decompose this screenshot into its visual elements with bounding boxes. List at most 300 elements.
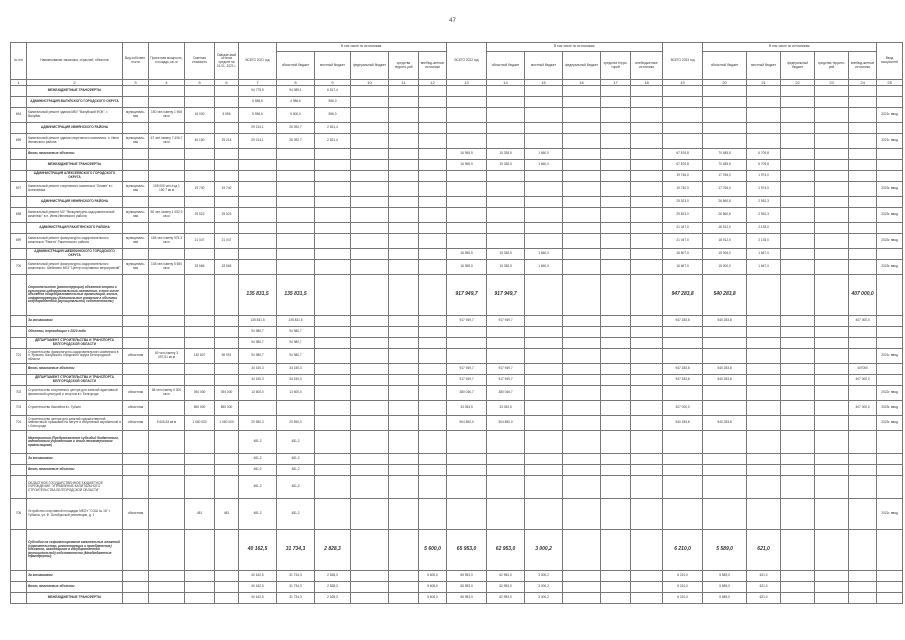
cell-c18 bbox=[631, 160, 663, 171]
cell-cap bbox=[149, 571, 185, 582]
cell-c12 bbox=[419, 275, 447, 316]
cell-c15: 1 660,0 bbox=[525, 149, 563, 160]
cell-c21: 2 952,3 bbox=[747, 197, 781, 208]
cell-cap bbox=[149, 223, 185, 234]
cell-c9 bbox=[315, 149, 351, 160]
group-row bbox=[11, 197, 903, 208]
cell-c16 bbox=[563, 197, 601, 208]
cell-c16 bbox=[563, 249, 601, 260]
cell-owner: муниципаль-ная bbox=[123, 108, 149, 123]
cell-cap: 60 чел./смену 3 097,51 кв.м bbox=[149, 349, 185, 364]
cell-c25: 2023г. ввод bbox=[877, 401, 903, 416]
cell-c12 bbox=[419, 375, 447, 386]
cell-c25 bbox=[877, 593, 903, 604]
cell-owner bbox=[123, 431, 149, 454]
cell-c8: 135 831,5 bbox=[277, 316, 315, 327]
cell-c24 bbox=[849, 134, 877, 149]
cell-c12: 5 600,0 bbox=[419, 530, 447, 571]
cell-c21 bbox=[747, 386, 781, 401]
cell-owner bbox=[123, 327, 149, 338]
cell-c24 bbox=[849, 416, 877, 431]
cell-c19 bbox=[663, 386, 703, 401]
cell-c8: 31 734,3 bbox=[277, 593, 315, 604]
header-group-2023: В том числе по источникам: bbox=[703, 43, 877, 52]
cell-c15 bbox=[525, 171, 563, 182]
cell-c20: 18 912,0 bbox=[703, 223, 747, 234]
cell-c24 bbox=[849, 582, 877, 593]
cell-c10 bbox=[351, 582, 389, 593]
cell-c14: 15 338,5 bbox=[487, 260, 525, 275]
cell-name: АДМИНИСТРАЦИЯ АЛЕКСЕЕВСКОГО ГОРОДСКОГО ОКРУГА bbox=[27, 171, 123, 182]
cell-c25 bbox=[877, 149, 903, 160]
cell-name: МЕЖБЮДЖЕТНЫЕ ТРАНСФЕРТЫ bbox=[27, 160, 123, 171]
cell-cap bbox=[149, 249, 185, 260]
cell-c20: 26 560,8 bbox=[703, 208, 747, 223]
table-header bbox=[11, 43, 903, 86]
cell-c13 bbox=[447, 431, 487, 454]
cell-c16 bbox=[563, 338, 601, 349]
cell-c22 bbox=[781, 275, 815, 316]
cell-c19: 19 746,0 bbox=[663, 171, 703, 182]
cell-cost bbox=[185, 476, 215, 499]
cell-c15: 1 660,0 bbox=[525, 249, 563, 260]
cell-c19: 6 210,0 bbox=[663, 530, 703, 571]
cell-c7 bbox=[239, 197, 277, 208]
cell-owner bbox=[123, 316, 149, 327]
cell-c13 bbox=[447, 234, 487, 249]
cell-c17 bbox=[601, 327, 631, 338]
group-row bbox=[11, 582, 903, 593]
cell-name: Строительство физкультурно-оздоровительного комплекса в п. Уразово, Валуйского городского округа Белгородской области bbox=[27, 349, 123, 364]
cell-cost: 16 000 bbox=[185, 108, 215, 123]
cell-c25 bbox=[877, 375, 903, 386]
cell-cap bbox=[149, 375, 185, 386]
cell-c19: 16 807,0 bbox=[663, 249, 703, 260]
cell-c13 bbox=[447, 454, 487, 465]
cell-c15 bbox=[525, 316, 563, 327]
cell-c7: 40 162,5 bbox=[239, 571, 277, 582]
cell-c16 bbox=[563, 375, 601, 386]
cell-c19: 16 667,0 bbox=[663, 260, 703, 275]
cell-c23 bbox=[815, 465, 849, 476]
cell-c19: 21 047,0 bbox=[663, 234, 703, 249]
cell-c25: 2022г. ввод bbox=[877, 386, 903, 401]
cell-c20 bbox=[703, 134, 747, 149]
cell-c15 bbox=[525, 454, 563, 465]
cell-c20 bbox=[703, 386, 747, 401]
cell-c16 bbox=[563, 465, 601, 476]
cell-c24 bbox=[849, 454, 877, 465]
cell-c12 bbox=[419, 97, 447, 108]
group-row bbox=[11, 364, 903, 375]
cell-c11 bbox=[389, 234, 419, 249]
cell-c11 bbox=[389, 182, 419, 197]
cell-owner bbox=[123, 171, 149, 182]
cell-c21 bbox=[747, 316, 781, 327]
cell-c8: 481,2 bbox=[277, 454, 315, 465]
cell-cost bbox=[185, 454, 215, 465]
cell-c23 bbox=[815, 338, 849, 349]
cell-c11 bbox=[389, 465, 419, 476]
cell-c24 bbox=[849, 465, 877, 476]
cell-num: 695 bbox=[11, 134, 27, 149]
cell-c7 bbox=[239, 234, 277, 249]
cell-cost bbox=[185, 197, 215, 208]
cell-c11 bbox=[389, 530, 419, 571]
cell-c10 bbox=[351, 275, 389, 316]
cell-c21 bbox=[747, 454, 781, 465]
cell-owner bbox=[123, 571, 149, 582]
cell-c10 bbox=[351, 86, 389, 97]
cell-c14: 15 338,5 bbox=[487, 149, 525, 160]
cell-c18 bbox=[631, 171, 663, 182]
cell-c18 bbox=[631, 386, 663, 401]
cell-c9: 556,0 bbox=[315, 108, 351, 123]
cell-cost: 19 740 bbox=[185, 182, 215, 197]
cell-c15 bbox=[525, 375, 563, 386]
cell-c15: 3 000,2 bbox=[525, 593, 563, 604]
cell-c20: 70 485,5 bbox=[703, 160, 747, 171]
cell-c9 bbox=[315, 431, 351, 454]
cell-c16 bbox=[563, 108, 601, 123]
cell-c13: 917 949,7 bbox=[447, 364, 487, 375]
cell-c11 bbox=[389, 476, 419, 499]
cell-c7: 5 556,6 bbox=[239, 97, 277, 108]
cell-c16 bbox=[563, 454, 601, 465]
cell-name: Строительство бассейна в г. Губкин bbox=[27, 401, 123, 416]
cell-c10 bbox=[351, 454, 389, 465]
cell-c11 bbox=[389, 571, 419, 582]
cell-c8: 135 831,5 bbox=[277, 275, 315, 316]
cell-cap bbox=[149, 530, 185, 571]
cell-owner: областная bbox=[123, 499, 149, 530]
group-row bbox=[11, 316, 903, 327]
cell-c8: 94 980,7 bbox=[277, 338, 315, 349]
cell-c12 bbox=[419, 171, 447, 182]
cell-c19 bbox=[663, 123, 703, 134]
cell-c8 bbox=[277, 249, 315, 260]
cell-name: Капитальный ремонт физкультурно-оздоровительного комплекса "Ракета" Ракитянского района bbox=[27, 234, 123, 249]
cell-c8: 31 734,3 bbox=[277, 530, 315, 571]
cell-c8: 34 150,3 bbox=[277, 375, 315, 386]
cell-c19 bbox=[663, 465, 703, 476]
cell-num bbox=[11, 454, 27, 465]
cell-c18 bbox=[631, 149, 663, 160]
cell-c21: 1 667,0 bbox=[747, 260, 781, 275]
cell-c16 bbox=[563, 530, 601, 571]
column-number: 11 bbox=[389, 80, 419, 86]
cell-c12 bbox=[419, 476, 447, 499]
cell-c7: 34 150,3 bbox=[239, 375, 277, 386]
cell-c14: 33 053,5 bbox=[487, 401, 525, 416]
cell-c24 bbox=[849, 386, 877, 401]
cell-remain bbox=[215, 327, 239, 338]
cell-c12 bbox=[419, 431, 447, 454]
cell-c7: 94 980,7 bbox=[239, 327, 277, 338]
cell-c10 bbox=[351, 208, 389, 223]
cell-cost: 1 060 000 bbox=[185, 416, 215, 431]
cell-c18 bbox=[631, 454, 663, 465]
cell-c9: 2 821,4 bbox=[315, 123, 351, 134]
cell-cost bbox=[185, 530, 215, 571]
cell-c10 bbox=[351, 401, 389, 416]
cell-num bbox=[11, 338, 27, 349]
header-owner: Вид собствен-ности bbox=[123, 43, 149, 80]
cell-num bbox=[11, 171, 27, 182]
cell-c22 bbox=[781, 123, 815, 134]
cell-name: Объекты, переходящие с 2020 года bbox=[27, 327, 123, 338]
cell-c14 bbox=[487, 327, 525, 338]
cell-c12 bbox=[419, 134, 447, 149]
cell-name: Мероприятия (Предоставление субсидий бюджетным, автономным учреждениям и иным некоммерческим организациям) bbox=[27, 431, 123, 454]
cell-c7 bbox=[239, 182, 277, 197]
cell-c9 bbox=[315, 465, 351, 476]
cell-c9: 2 828,3 bbox=[315, 530, 351, 571]
cell-c21 bbox=[747, 86, 781, 97]
cell-c23 bbox=[815, 182, 849, 197]
cell-c23 bbox=[815, 582, 849, 593]
cell-c7: 20 550,3 bbox=[239, 416, 277, 431]
cell-c13 bbox=[447, 108, 487, 123]
cell-c22 bbox=[781, 234, 815, 249]
cell-c19 bbox=[663, 499, 703, 530]
cell-name: Капитальный ремонт спортивного комплекса "Олимп" в г. Алексеевка bbox=[27, 182, 123, 197]
cell-owner: муниципаль-ная bbox=[123, 134, 149, 149]
cell-c12: 5 600,0 bbox=[419, 571, 447, 582]
cell-cost bbox=[185, 316, 215, 327]
cell-c8 bbox=[277, 182, 315, 197]
cell-c24 bbox=[849, 123, 877, 134]
cell-c25 bbox=[877, 582, 903, 593]
cell-c18 bbox=[631, 134, 663, 149]
cell-c14: 62 953,0 bbox=[487, 593, 525, 604]
cell-c17 bbox=[601, 582, 631, 593]
cell-c13: 504 850,0 bbox=[447, 416, 487, 431]
cell-cost bbox=[185, 431, 215, 454]
cell-c25 bbox=[877, 123, 903, 134]
cell-c7: 481,2 bbox=[239, 499, 277, 530]
cell-c17 bbox=[601, 349, 631, 364]
cell-c11 bbox=[389, 316, 419, 327]
cell-c24 bbox=[849, 208, 877, 223]
cell-c20 bbox=[703, 327, 747, 338]
header-src-federal: федеральный бюджет bbox=[781, 52, 815, 80]
cell-c20: 5 589,0 bbox=[703, 582, 747, 593]
cell-c25 bbox=[877, 465, 903, 476]
cell-c16 bbox=[563, 386, 601, 401]
cell-c22 bbox=[781, 108, 815, 123]
cell-c10 bbox=[351, 530, 389, 571]
cell-name: Строительство (реконструкция) объектов спорта и культурно-оздоровительного назначения, в том числе объектов общеобразовательных организаций, жилых, инфраструктуры (Капитальные вложения в объекты государственной (муниципальной) собственности) bbox=[27, 275, 123, 316]
cell-c7 bbox=[239, 171, 277, 182]
cell-c9: 2 821,4 bbox=[315, 134, 351, 149]
cell-num: 700 bbox=[11, 260, 27, 275]
header-cost: Сметная стоимость bbox=[185, 43, 215, 80]
cell-cost: 394 000 bbox=[185, 386, 215, 401]
cell-c14 bbox=[487, 465, 525, 476]
cell-c19 bbox=[663, 134, 703, 149]
column-number: 6 bbox=[215, 80, 239, 86]
cell-c8 bbox=[277, 197, 315, 208]
cell-name: АДМИНИСТРАЦИЯ ИВНЯНСКОГО РАЙОНА bbox=[27, 123, 123, 134]
cell-cap: 108 000 чел./год 1 150,7 кв.м bbox=[149, 182, 185, 197]
cell-c13 bbox=[447, 476, 487, 499]
cell-c11 bbox=[389, 97, 419, 108]
cell-owner: муниципаль-ная bbox=[123, 260, 149, 275]
cell-c22 bbox=[781, 593, 815, 604]
header-src-territory: средства террито-рий bbox=[389, 52, 419, 80]
cell-c11 bbox=[389, 260, 419, 275]
cell-c22 bbox=[781, 582, 815, 593]
cell-c20 bbox=[703, 401, 747, 416]
cell-c22 bbox=[781, 375, 815, 386]
cell-c11 bbox=[389, 431, 419, 454]
header-group-2021: В том числе по источникам: bbox=[277, 43, 447, 52]
cell-c15: 1 660,0 bbox=[525, 260, 563, 275]
cell-c15 bbox=[525, 123, 563, 134]
cell-c10 bbox=[351, 375, 389, 386]
cell-c21 bbox=[747, 465, 781, 476]
cell-owner: областная bbox=[123, 401, 149, 416]
cell-c15: 3 000,2 bbox=[525, 571, 563, 582]
cell-c15: 3 000,2 bbox=[525, 530, 563, 571]
cell-name: Капитальный ремонт здания спортивного комплекса, п. Ивня Ивнянского района bbox=[27, 134, 123, 149]
cell-c23 bbox=[815, 401, 849, 416]
cell-c23 bbox=[815, 149, 849, 160]
cell-name: АДМИНИСТРАЦИЯ ИВНЯНСКОГО РАЙОНА bbox=[27, 197, 123, 208]
cell-owner: муниципаль-ная bbox=[123, 234, 149, 249]
cell-cost: 21 047 bbox=[185, 234, 215, 249]
cell-c7: 40 162,5 bbox=[239, 530, 277, 571]
cell-c10 bbox=[351, 149, 389, 160]
cell-c20 bbox=[703, 431, 747, 454]
cell-c7: 481,2 bbox=[239, 431, 277, 454]
cell-c19: 67 876,8 bbox=[663, 160, 703, 171]
cell-c19: 19 740,0 bbox=[663, 182, 703, 197]
cell-c19 bbox=[663, 327, 703, 338]
group-row bbox=[11, 86, 903, 97]
header-remain: Ожидае-мый остаток средств на 01.01. 2021 г. bbox=[215, 43, 239, 80]
cell-cap: 150 чел./смену 1 908 кв.м bbox=[149, 108, 185, 123]
cell-c21 bbox=[747, 401, 781, 416]
cell-c22 bbox=[781, 208, 815, 223]
cell-remain bbox=[215, 249, 239, 260]
cell-c10 bbox=[351, 249, 389, 260]
header-src-local: местный бюджет bbox=[315, 52, 351, 80]
cell-name: АДМИНИСТРАЦИЯ РАКИТЯНСКОГО РАЙОНА bbox=[27, 223, 123, 234]
cell-c25: 2023г. ввод bbox=[877, 234, 903, 249]
cell-c23 bbox=[815, 171, 849, 182]
cell-c8: 13 600,0 bbox=[277, 386, 315, 401]
header-src-regional: областной бюджет bbox=[487, 52, 525, 80]
cell-c19 bbox=[663, 108, 703, 123]
cell-name: За госзаказами bbox=[27, 316, 123, 327]
cell-remain: 21 047 bbox=[215, 234, 239, 249]
object-row bbox=[11, 499, 903, 530]
cell-cap bbox=[149, 454, 185, 465]
cell-c8: 5 000,0 bbox=[277, 108, 315, 123]
cell-remain bbox=[215, 582, 239, 593]
cell-num bbox=[11, 530, 27, 571]
cell-c13 bbox=[447, 499, 487, 530]
cell-c23 bbox=[815, 349, 849, 364]
cell-c10 bbox=[351, 327, 389, 338]
cell-c11 bbox=[389, 249, 419, 260]
cell-owner bbox=[123, 149, 149, 160]
cell-c16 bbox=[563, 327, 601, 338]
cell-c23 bbox=[815, 123, 849, 134]
header-src-federal: федеральный бюджет bbox=[563, 52, 601, 80]
cell-cap bbox=[149, 364, 185, 375]
cell-c14 bbox=[487, 197, 525, 208]
cell-c21 bbox=[747, 97, 781, 108]
cell-c25 bbox=[877, 249, 903, 260]
column-number: 7 bbox=[239, 80, 277, 86]
cell-c16 bbox=[563, 160, 601, 171]
cell-c21 bbox=[747, 327, 781, 338]
cell-c9 bbox=[315, 160, 351, 171]
cell-cap bbox=[149, 171, 185, 182]
cell-c11 bbox=[389, 171, 419, 182]
cell-c8 bbox=[277, 223, 315, 234]
cell-c15 bbox=[525, 401, 563, 416]
cell-c23 bbox=[815, 476, 849, 499]
cell-cost: 481 bbox=[185, 499, 215, 530]
cell-c22 bbox=[781, 86, 815, 97]
cell-name: Вновь начинаемые объекты bbox=[27, 465, 123, 476]
cell-c21 bbox=[747, 416, 781, 431]
cell-name: МЕЖБЮДЖЕТНЫЕ ТРАНСФЕРТЫ bbox=[27, 593, 123, 604]
cell-c25: 2021г. ввод bbox=[877, 499, 903, 530]
cell-c15 bbox=[525, 499, 563, 530]
cell-owner bbox=[123, 223, 149, 234]
cell-owner bbox=[123, 582, 149, 593]
cell-c16 bbox=[563, 571, 601, 582]
cell-c10 bbox=[351, 260, 389, 275]
cell-c8: 94 089,1 bbox=[277, 86, 315, 97]
cell-c22 bbox=[781, 465, 815, 476]
cell-c10 bbox=[351, 499, 389, 530]
cell-c22 bbox=[781, 97, 815, 108]
cell-c24 bbox=[849, 149, 877, 160]
cell-c16 bbox=[563, 182, 601, 197]
cell-c10 bbox=[351, 182, 389, 197]
cell-c24 bbox=[849, 338, 877, 349]
cell-c10 bbox=[351, 197, 389, 208]
cell-c9 bbox=[315, 234, 351, 249]
cell-c14: 15 338,5 bbox=[487, 249, 525, 260]
cell-c18 bbox=[631, 275, 663, 316]
header-total-2022: ВСЕГО 2022 год bbox=[447, 43, 487, 80]
cell-c20: 5 589,0 bbox=[703, 593, 747, 604]
cell-c14: 917 949,7 bbox=[487, 316, 525, 327]
cell-c15 bbox=[525, 197, 563, 208]
cell-c11 bbox=[389, 149, 419, 160]
cell-c13 bbox=[447, 171, 487, 182]
summary-row bbox=[11, 275, 903, 316]
cell-c20 bbox=[703, 86, 747, 97]
cell-cap: 68 чел./смену 5 300 кв.м bbox=[149, 386, 185, 401]
cell-c18 bbox=[631, 364, 663, 375]
cell-c21: 6 709,8 bbox=[747, 149, 781, 160]
cell-c7 bbox=[239, 149, 277, 160]
cell-c20: 540 283,8 bbox=[703, 416, 747, 431]
cell-c17 bbox=[601, 431, 631, 454]
object-row bbox=[11, 182, 903, 197]
cell-c7 bbox=[239, 401, 277, 416]
cell-remain bbox=[215, 454, 239, 465]
cell-c13 bbox=[447, 327, 487, 338]
